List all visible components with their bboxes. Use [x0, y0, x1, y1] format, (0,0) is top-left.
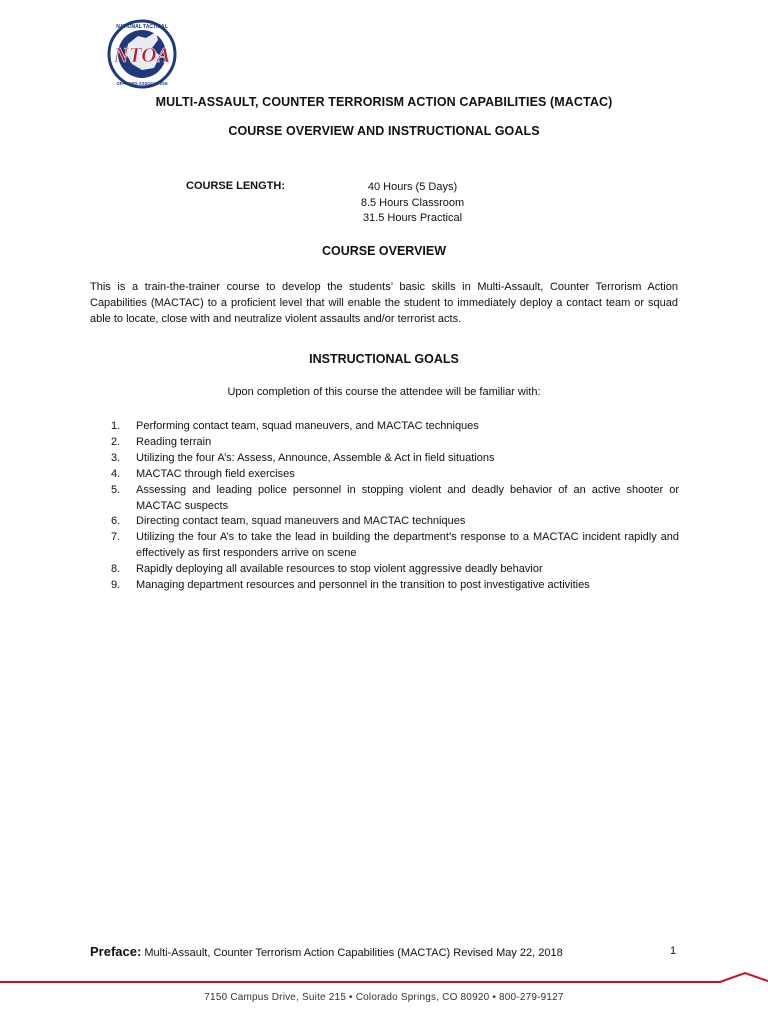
overview-paragraph: This is a train-the-trainer course to develop the students’ basic skills in Multi-Assault, Counter Terrorism Action Capabilities (MACTAC) to a proficient level that will enable the student to immediately deploy a contact team or squad able to locate, close with and neutralize violent assaults and/or terrorist acts. — [90, 281, 678, 325]
logo-text: NTOA — [113, 43, 171, 67]
footer-preface-text: Multi-Assault, Counter Terrorism Action Capabilities (MACTAC) Revised May 22, 2018 — [144, 947, 563, 959]
overview-heading: COURSE OVERVIEW — [321, 244, 447, 258]
list-item-number: 7. — [111, 531, 121, 544]
ntoa-logo — [98, 18, 182, 90]
list-item-text: Assessing and leading police personnel in stopping violent and deadly behavior of an active shooter or MACTAC suspects — [136, 483, 679, 512]
list-item-number: 1. — [111, 420, 121, 432]
list-item-text: Performing contact team, squad maneuvers, and MACTAC techniques — [136, 420, 479, 432]
list-item-text: MACTAC through field exercises — [136, 467, 295, 480]
list-item-number: 5. — [111, 483, 121, 496]
list-item-text: Managing department resources and personnel in the transition to post investigative activities — [136, 579, 590, 592]
list-item — [111, 562, 679, 578]
document-subtitle: COURSE OVERVIEW AND INSTRUCTIONAL GOALS — [228, 124, 540, 138]
list-item-text: Reading terrain — [136, 435, 212, 448]
footer-divider — [0, 962, 768, 986]
list-item-number: 4. — [111, 467, 121, 480]
footer-preface — [90, 944, 563, 959]
course-length-practical: 31.5 Hours Practical — [362, 212, 463, 224]
list-item-text: Utilizing the four A’s: Assess, Announce, Assemble & Act in field situations — [136, 451, 495, 464]
goals-list — [111, 419, 679, 594]
course-length-total: 40 Hours (5 Days) — [367, 181, 458, 193]
list-item-number: 3. — [111, 451, 121, 464]
list-item — [111, 419, 679, 435]
list-item — [111, 467, 679, 483]
list-item-number: 8. — [111, 563, 121, 576]
list-item — [111, 451, 679, 467]
logo-ring-top: NATIONAL TACTICAL — [116, 24, 168, 30]
logo-ring-bottom: OFFICERS ASSOCIATION — [116, 81, 168, 86]
list-item — [111, 514, 679, 530]
page-number: 1 — [670, 945, 677, 957]
list-item — [111, 483, 679, 515]
course-length-classroom: 8.5 Hours Classroom — [360, 196, 465, 209]
list-item — [111, 530, 679, 562]
list-item-text: Rapidly deploying all available resources to stop violent aggressive deadly behavior — [136, 563, 543, 576]
list-item-text: Directing contact team, squad maneuvers and MACTAC techniques — [136, 515, 466, 528]
goals-heading: INSTRUCTIONAL GOALS — [309, 352, 459, 366]
list-item-number: 9. — [111, 579, 121, 592]
footer-preface-label: Preface: — [90, 944, 142, 959]
list-item — [111, 435, 679, 451]
document-title: MULTI-ASSAULT, COUNTER TERRORISM ACTION CAPABILITIES (MACTAC) — [155, 95, 613, 109]
footer-address: 7150 Campus Drive, Suite 215 • Colorado Springs, CO 80920 • 800-279-9127 — [204, 992, 564, 1003]
course-length-values — [340, 180, 485, 227]
list-item-text: Utilizing the four A’s to take the lead in building the department’s response to a MACTAC incident rapidly and effectively as first responders arrive on scene — [136, 531, 679, 560]
list-item-number: 6. — [111, 515, 121, 528]
goals-intro: Upon completion of this course the attendee will be familiar with: — [227, 386, 541, 398]
course-length-label: COURSE LENGTH: — [186, 180, 285, 192]
list-item — [111, 578, 679, 594]
list-item-number: 2. — [111, 435, 121, 448]
